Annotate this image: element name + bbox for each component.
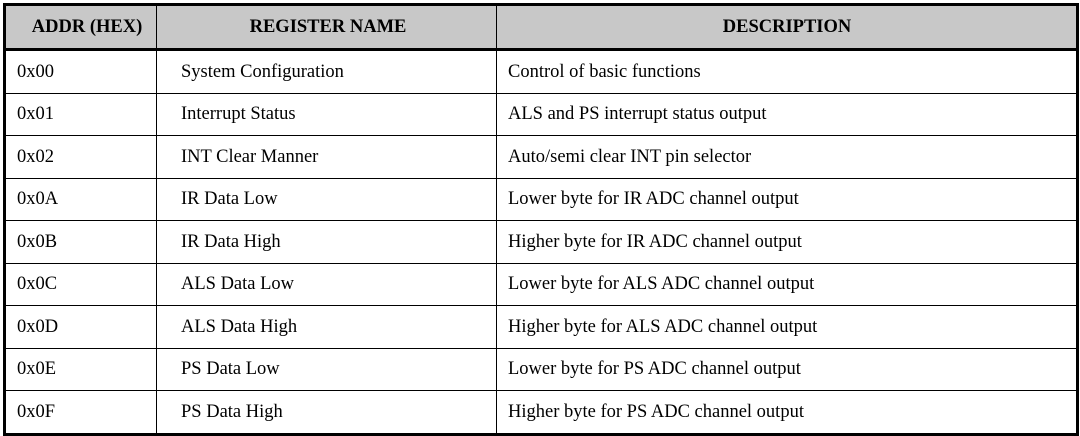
cell-description xyxy=(497,306,1078,349)
cell-address xyxy=(5,50,157,94)
cell-description xyxy=(497,221,1078,264)
table-row xyxy=(5,221,1078,264)
cell-description-text: Higher byte for IR ADC channel output xyxy=(508,231,802,252)
cell-register-name-text: System Configuration xyxy=(181,61,344,82)
cell-description xyxy=(497,391,1078,435)
cell-register-name-text: INT Clear Manner xyxy=(181,146,319,167)
cell-register-name xyxy=(157,391,497,435)
column-header-address xyxy=(5,5,157,50)
cell-address xyxy=(5,93,157,136)
cell-register-name-text: IR Data Low xyxy=(181,189,278,210)
table-row xyxy=(5,306,1078,349)
cell-description-text: Control of basic functions xyxy=(508,61,701,82)
table-row xyxy=(5,178,1078,221)
cell-register-name-text: ALS Data High xyxy=(181,316,298,337)
cell-register-name xyxy=(157,306,497,349)
table-header xyxy=(5,5,1078,50)
table-row xyxy=(5,348,1078,391)
cell-register-name xyxy=(157,50,497,94)
cell-register-name xyxy=(157,178,497,221)
cell-address xyxy=(5,136,157,179)
cell-address xyxy=(5,391,157,435)
column-header-register-name-label: REGISTER NAME xyxy=(249,16,407,37)
cell-register-name xyxy=(157,263,497,306)
cell-address xyxy=(5,306,157,349)
table-row xyxy=(5,391,1078,435)
column-header-register-name xyxy=(157,5,497,50)
cell-address-text: 0x0A xyxy=(17,189,59,210)
cell-address-text: 0x0B xyxy=(17,231,58,252)
cell-register-name xyxy=(157,136,497,179)
cell-address-text: 0x0F xyxy=(17,401,56,422)
cell-register-name-text: IR Data High xyxy=(181,231,281,252)
cell-description xyxy=(497,348,1078,391)
table-row xyxy=(5,136,1078,179)
cell-description xyxy=(497,136,1078,179)
cell-register-name xyxy=(157,93,497,136)
cell-description-text: ALS and PS interrupt status output xyxy=(508,104,767,125)
cell-description xyxy=(497,178,1078,221)
cell-address-text: 0x0D xyxy=(17,316,59,337)
table-header-row xyxy=(5,5,1078,50)
cell-address xyxy=(5,221,157,264)
column-header-description xyxy=(497,5,1078,50)
register-map-table xyxy=(3,3,1079,436)
cell-description-text: Auto/semi clear INT pin selector xyxy=(508,146,752,167)
cell-address-text: 0x00 xyxy=(17,61,54,82)
cell-address-text: 0x0C xyxy=(17,274,58,295)
cell-register-name-text: Interrupt Status xyxy=(181,104,296,125)
cell-description-text: Higher byte for PS ADC channel output xyxy=(508,401,804,422)
table-row xyxy=(5,263,1078,306)
cell-description-text: Lower byte for IR ADC channel output xyxy=(508,189,799,210)
cell-register-name-text: PS Data High xyxy=(181,401,283,422)
column-header-description-label: DESCRIPTION xyxy=(722,16,852,37)
cell-register-name xyxy=(157,221,497,264)
cell-description-text: Lower byte for ALS ADC channel output xyxy=(508,274,815,295)
cell-description xyxy=(497,263,1078,306)
cell-description xyxy=(497,50,1078,94)
document-page xyxy=(0,3,1080,425)
table-row xyxy=(5,50,1078,94)
cell-description-text: Lower byte for PS ADC channel output xyxy=(508,359,801,380)
cell-address-text: 0x02 xyxy=(17,146,54,167)
cell-address xyxy=(5,178,157,221)
column-header-address-label: ADDR (HEX) xyxy=(31,16,143,37)
cell-address xyxy=(5,348,157,391)
cell-address-text: 0x01 xyxy=(17,104,54,125)
cell-description-text: Higher byte for ALS ADC channel output xyxy=(508,316,818,337)
cell-register-name-text: ALS Data Low xyxy=(181,274,295,295)
table-body xyxy=(5,50,1078,435)
cell-description xyxy=(497,93,1078,136)
cell-register-name xyxy=(157,348,497,391)
cell-address-text: 0x0E xyxy=(17,359,57,380)
table-row xyxy=(5,93,1078,136)
cell-register-name-text: PS Data Low xyxy=(181,359,280,380)
cell-address xyxy=(5,263,157,306)
